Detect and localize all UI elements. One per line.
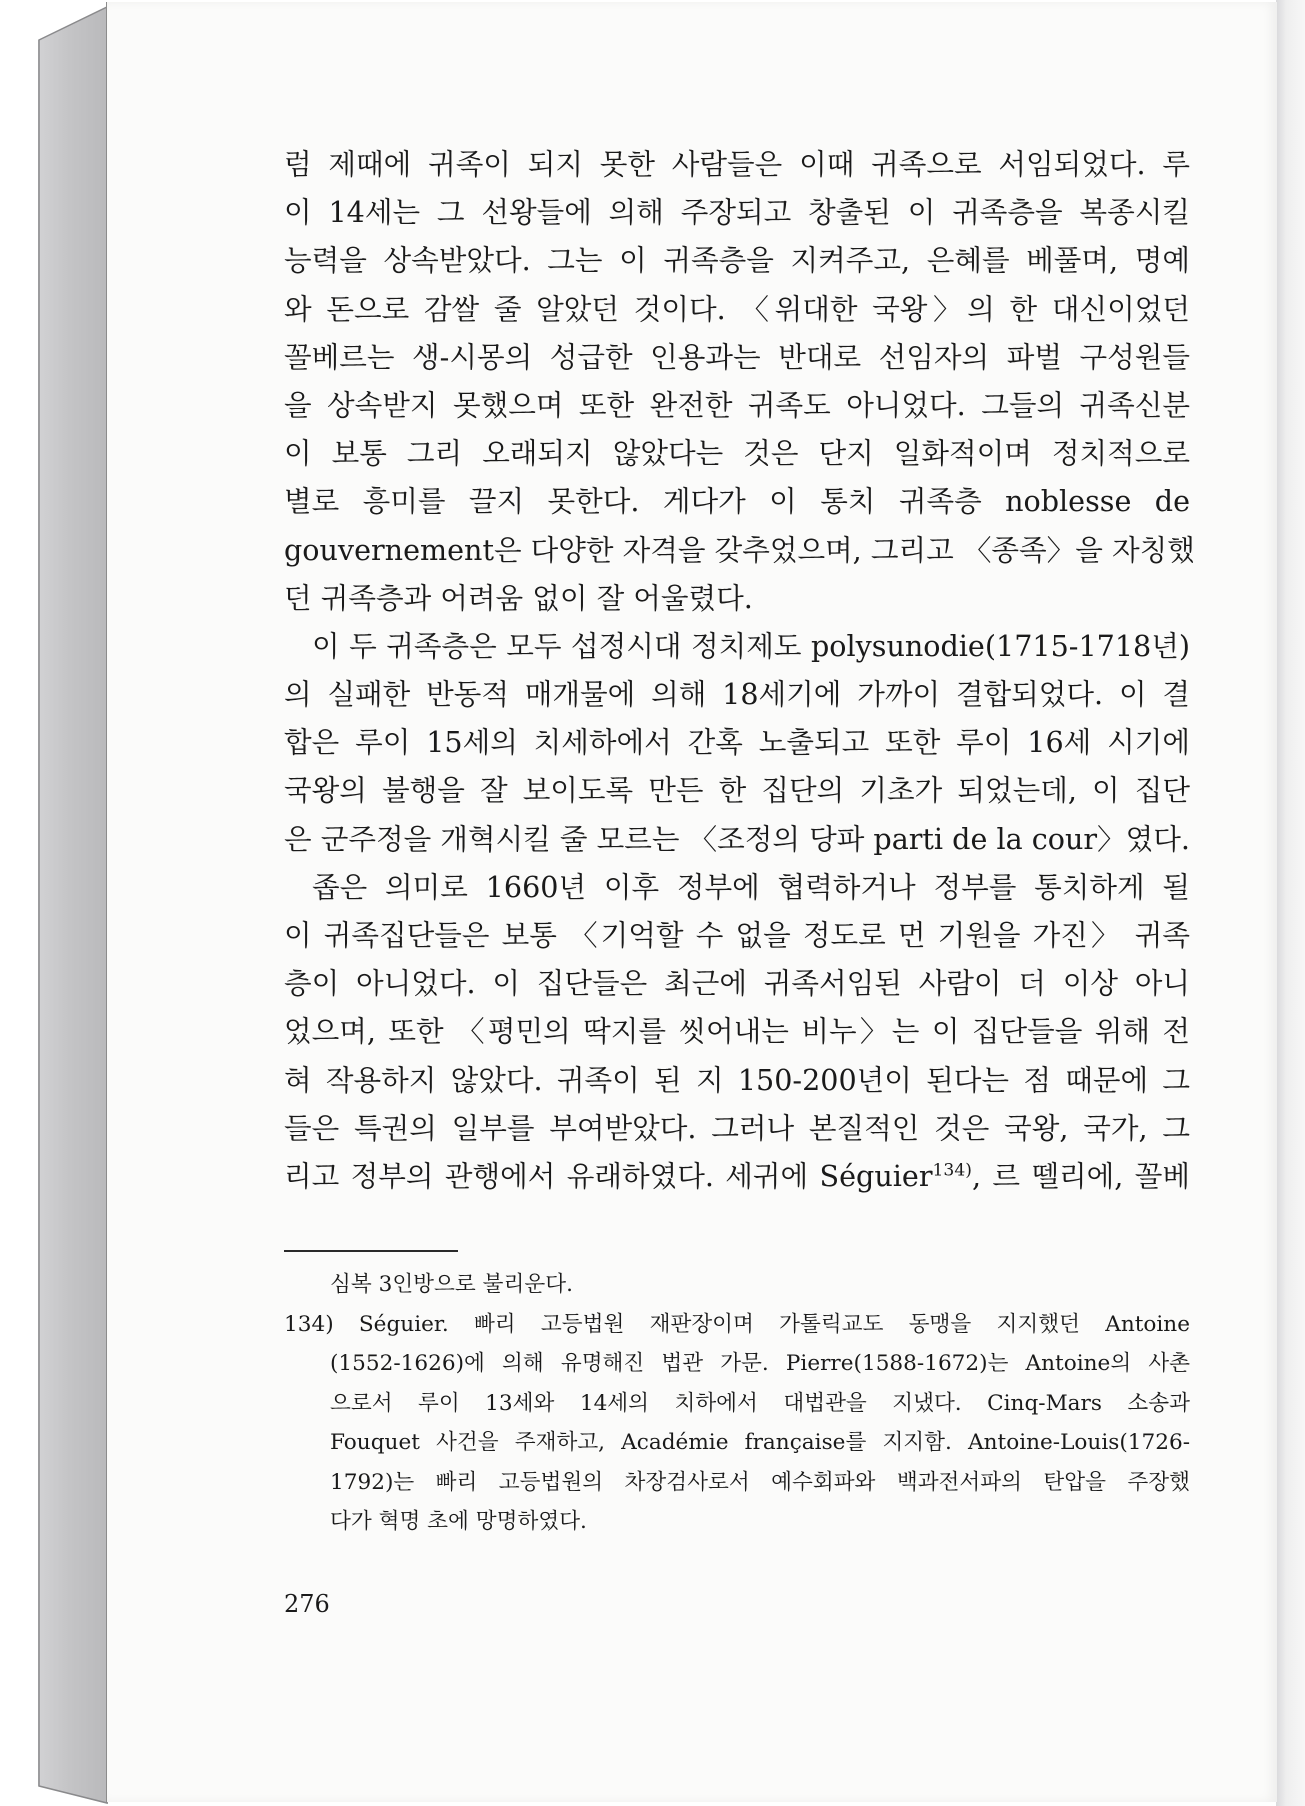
footnote-line: (1552-1626)에 의해 유명해진 법관 가문. Pierre(1588-1672)는 Antoine의 사촌: [330, 1351, 1190, 1376]
footnote-line: 심복 3인방으로 불리운다.: [330, 1272, 573, 1297]
body-line: 별로 흥미를 끌지 못한다. 게다가 이 통치 귀족층 noblesse de: [284, 484, 1190, 519]
footnote-line: 다가 혁명 초에 망명하였다.: [330, 1509, 587, 1534]
body-line: 의 실패한 반동적 매개물에 의해 18세기에 가까이 결합되었다. 이 결: [284, 677, 1190, 712]
book-spine: [38, 6, 108, 1804]
body-line: 층이 아니었다. 이 집단들은 최근에 귀족서임된 사람이 더 이상 아니: [284, 966, 1190, 1001]
body-line: [284, 1152, 1190, 1200]
body-line: 이 보통 그리 오래되지 않았다는 것은 단지 일화적이며 정치적으로: [284, 436, 1190, 471]
footnotes: [284, 1265, 1190, 1542]
body-line: 었으며, 또한 〈평민의 딱지를 씻어내는 비누〉는 이 집단들을 위해 전: [284, 1014, 1190, 1049]
body-line: 은 군주정을 개혁시킬 줄 모르는 〈조정의 당파 parti de la cour〉였다.: [284, 821, 1190, 856]
footnote-line: Fouquet 사건을 주재하고, Académie française를 지지함. Antoine-Louis(1726-: [330, 1430, 1190, 1455]
page-number: 276: [284, 1590, 330, 1618]
body-line: 국왕의 불행을 잘 보이도록 만든 한 집단의 기초가 되었는데, 이 집단: [284, 773, 1190, 808]
body-line: 럼 제때에 귀족이 되지 못한 사람들은 이때 귀족으로 서임되었다. 루: [284, 147, 1190, 181]
body-line: 좁은 의미로 1660년 이후 정부에 협력하거나 정부를 통치하게 될: [312, 869, 1190, 904]
body-line: 던 귀족층과 어려움 없이 잘 어울렸다.: [284, 580, 753, 615]
body-line: 혀 작용하지 않았다. 귀족이 된 지 150-200년이 된다는 점 때문에 그: [284, 1062, 1190, 1097]
body-line: 합은 루이 15세의 치세하에서 간혹 노출되고 또한 루이 16세 시기에: [284, 725, 1190, 760]
footnote-line: 134) Séguier. 빠리 고등법원 재판장이며 가톨릭교도 동맹을 지지했던 Antoine: [284, 1311, 1190, 1337]
body-line-text: 리고 정부의 관행에서 유래하였다. 세귀에 Séguier: [284, 1158, 933, 1193]
page-edge-shade: [1276, 0, 1305, 1806]
body-line: gouvernement은 다양한 자격을 갖추었으며, 그리고 〈종족〉을 자칭했: [284, 532, 1195, 567]
footnote-marker[interactable]: 134): [932, 1160, 972, 1181]
body-line: 이 14세는 그 선왕들에 의해 주장되고 창출된 이 귀족층을 복종시킬: [284, 195, 1190, 230]
footnote-line: 으로서 루이 13세와 14세의 치하에서 대법관을 지냈다. Cinq-Mars 소송과: [330, 1390, 1190, 1416]
body-line: 을 상속받지 못했으며 또한 완전한 귀족도 아니었다. 그들의 귀족신분: [284, 387, 1190, 422]
body-line: 꼴베르는 생-시몽의 성급한 인용과는 반대로 선임자의 파벌 구성원들: [284, 339, 1190, 374]
body-line: 이 두 귀족층은 모두 섭정시대 정치제도 polysunodie(1715-1718년): [312, 628, 1190, 663]
footnote-line: 1792)는 빠리 고등법원의 차장검사로서 예수회파와 백과전서파의 탄압을 주장했: [330, 1469, 1190, 1495]
body-line: 이 귀족집단들은 보통 〈기억할 수 없을 정도로 먼 기원을 가진〉 귀족: [284, 918, 1190, 952]
body-text: [284, 140, 1195, 1200]
footnote-separator: [284, 1250, 458, 1252]
body-line: 와 돈으로 감쌀 줄 알았던 것이다. 〈위대한 국왕〉의 한 대신이었던: [284, 291, 1190, 326]
body-line: 능력을 상속받았다. 그는 이 귀족층을 지켜주고, 은혜를 베풀며, 명예: [284, 243, 1190, 278]
body-line-text: , 르 뗄리에, 꼴베: [971, 1158, 1190, 1193]
body-line: 들은 특권의 일부를 부여받았다. 그러나 본질적인 것은 국왕, 국가, 그: [284, 1110, 1190, 1145]
